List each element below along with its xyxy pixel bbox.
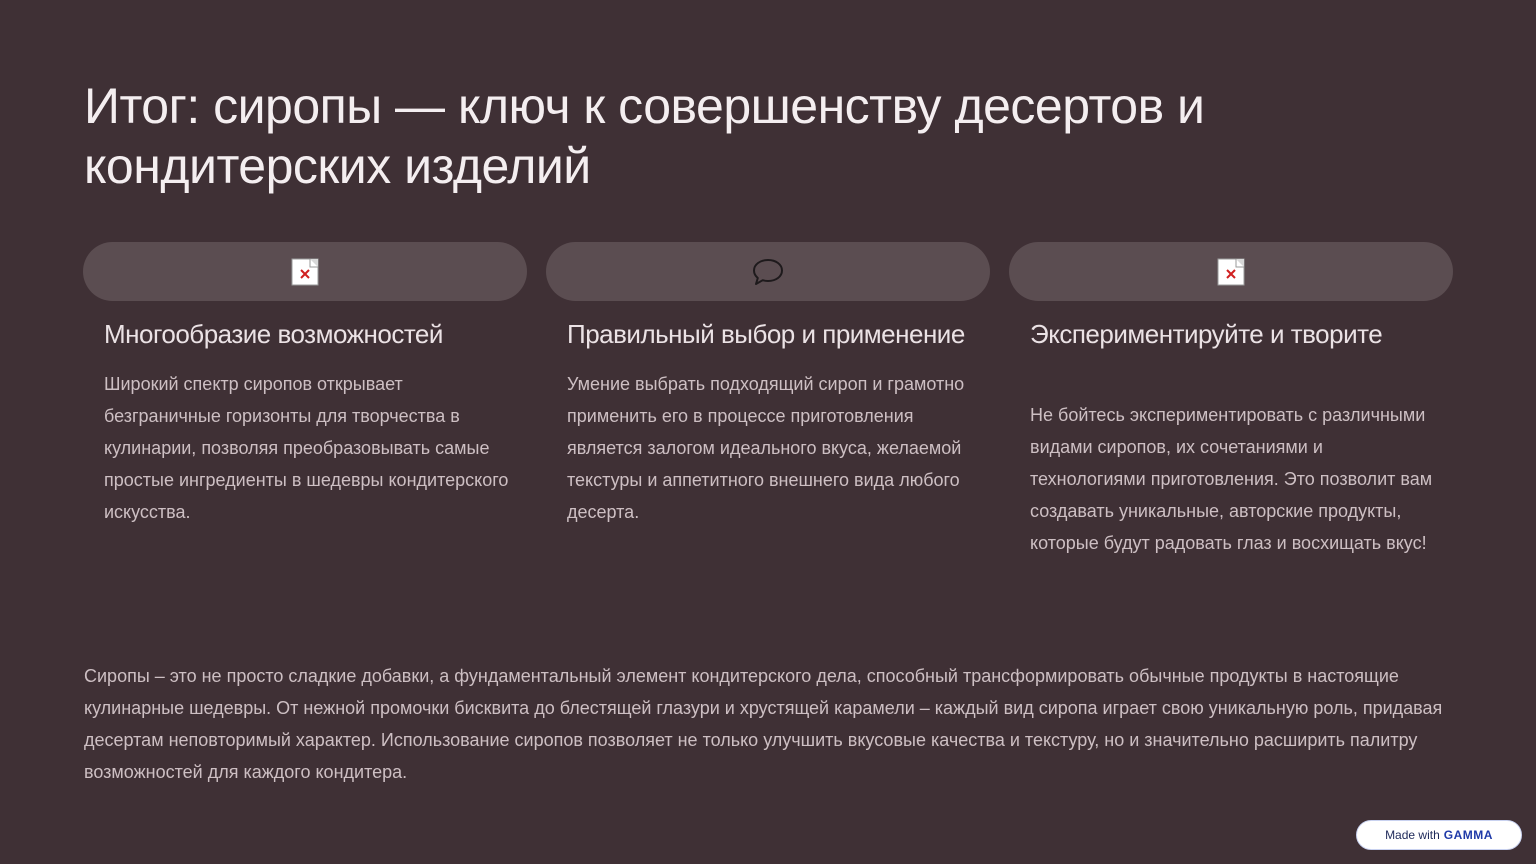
icon-pill bbox=[83, 242, 527, 301]
chat-bubble-icon bbox=[751, 257, 785, 287]
column-text: Широкий спектр сиропов открывает безграничные горизонты для творчества в кулинарии, позволяя преобразовывать самые простые ингредиенты в шедевры кондитерского искусства. bbox=[104, 374, 509, 522]
icon-pill bbox=[546, 242, 990, 301]
icon-pill bbox=[1009, 242, 1453, 301]
feature-column-experiment bbox=[1009, 242, 1453, 559]
feature-column-choice bbox=[546, 242, 990, 528]
feature-column-variety bbox=[83, 242, 527, 528]
badge-prefix: Made with bbox=[1385, 828, 1440, 842]
page-title: Итог: сиропы — ключ к совершенству десертов и кондитерских изделий bbox=[84, 78, 1205, 194]
gamma-logo: GAMMA bbox=[1443, 828, 1493, 842]
broken-image-icon bbox=[291, 258, 319, 286]
summary-paragraph: Сиропы – это не просто сладкие добавки, а фундаментальный элемент кондитерского дела, способный трансформировать обычные продукты в настоящие кулинарные шедевры. От нежной промочки бисквита до блестящей глазури и хрустящей карамели – каждый вид сиропа играет свою уникальную роль, придавая десертам неповторимый характер. Использование сиропов позволяет не только улучшить вкусовые качества и текстуру, но и значительно расширить палитру возможностей для каждого кондитера. bbox=[84, 666, 1443, 782]
column-heading: Экспериментируйте и творите bbox=[1030, 319, 1383, 349]
column-text: Умение выбрать подходящий сироп и грамотно применить его в процессе приготовления является залогом идеального вкуса, желаемой текстуры и аппетитного внешнего вида любого десерта. bbox=[567, 374, 965, 522]
column-heading: Правильный выбор и применение bbox=[567, 319, 965, 349]
made-with-gamma-badge[interactable] bbox=[1356, 820, 1522, 850]
broken-image-icon bbox=[1217, 258, 1245, 286]
column-heading: Многообразие возможностей bbox=[104, 319, 443, 349]
column-text: Не бойтесь экспериментировать с различными видами сиропов, их сочетаниями и технологиями приготовления. Это позволит вам создавать уникальные, авторские продукты, которые будут радовать глаз и восхищать вкус! bbox=[1030, 405, 1433, 553]
